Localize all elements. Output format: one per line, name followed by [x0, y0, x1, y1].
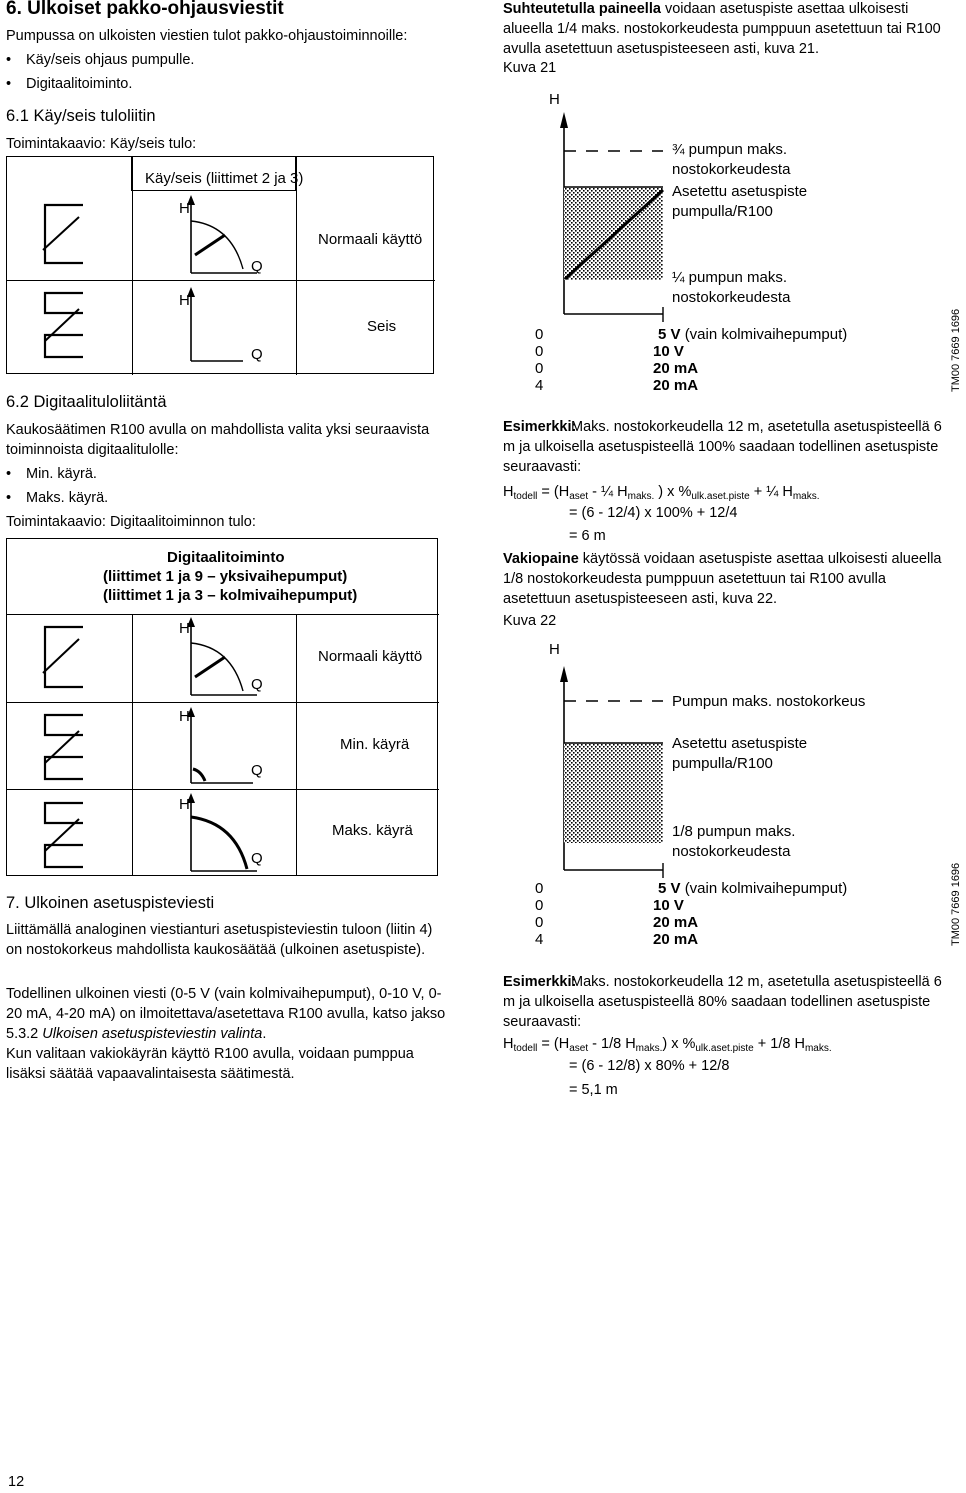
figure-22-caption: Kuva 22 — [503, 613, 557, 629]
example-21: Esimerkki: — [503, 419, 577, 435]
row-label-stop: Seis — [367, 318, 397, 335]
fig21-set-label: Asetettu asetuspiste — [672, 183, 808, 200]
table-header-line: (liittimet 1 ja 3 – kolmivaihepumput) — [103, 587, 358, 604]
para-7a: Liittämällä analoginen viestianturi asetuspisteviestin tuloon (liitin 4) on nostokorkeus mahdollista kaukosäätää (ulkoinen asetuspiste). — [6, 922, 433, 958]
bullet-item: • Käy/seis ohjaus pumpulle. — [6, 50, 194, 70]
bullet-item: • Min. käyrä. — [6, 464, 97, 484]
example-22: Esimerkki: — [503, 974, 577, 990]
heading-7: 7. Ulkoinen asetuspisteviesti — [6, 894, 215, 912]
digital-input-table: Digitaalitoiminto (liittimet 1 ja 9 – yksivaihepumput) (liittimet 1 ja 3 – kolmivaihepumput) Normaali käyttö Min. käyrä Maks. käyrä H Q H Q H Q — [6, 538, 438, 876]
switch-closed-icon — [43, 203, 85, 265]
fig22-graphic — [503, 634, 960, 954]
formula-22-line3: = 5,1 m — [569, 1082, 618, 1098]
table-header: Käy/seis (liittimet 2 ja 3) — [145, 170, 304, 187]
row-label-normal: Normaali käyttö — [318, 648, 423, 665]
table-header-line: Digitaalitoiminto — [167, 549, 285, 566]
fig22-upper-label: Pumpun maks. nostokorkeus — [672, 693, 866, 710]
formula-21-line3: = 6 m — [569, 528, 606, 544]
figure-21-caption: Kuva 21 — [503, 60, 557, 76]
fig21-lower-label: ¼ pumpun maks. — [672, 269, 788, 286]
heading-6-2: 6.2 Digitaalituloliitäntä — [6, 393, 167, 411]
right-intro: Suhteutetulla paineella voidaan asetuspiste asettaa ulkoisesti alueella 1/4 maks. nostokorkeudesta pumppuun asetettuun tai R100 avulla asetettuun asetuspisteeseen asti, kuva 21. — [503, 1, 941, 57]
para-7b: Todellinen ulkoinen viesti (0-5 V (vain kolmivaihepumput), 0-10 V, 0-20 mA, 4-20 mA) on ilmoitettava/asetettava R100 avulla, katso jakso 5.3.2 Ulkoisen asetuspisteviestin valinta. — [6, 986, 446, 1042]
para-6-2: Kaukosäätimen R100 avulla on mahdollista valita yksi seuraavista toiminnoista digitaalitulolle: — [6, 422, 430, 458]
formula-22-line2: = (6 - 12/8) x 80% + 12/8 — [569, 1058, 730, 1074]
start-stop-table: Käy/seis (liittimet 2 ja 3) Normaali käyttö Seis H Q H Q — [6, 156, 434, 374]
intro-6: Pumpussa on ulkoisten viestien tulot pakko-ohjaustoiminnoille: — [6, 28, 408, 44]
fig21-graphic — [503, 82, 960, 392]
heading-6: 6. Ulkoiset pakko-ohjausviestit — [6, 0, 284, 19]
row-label-max: Maks. käyrä — [332, 822, 413, 839]
switch-open-icon — [43, 291, 89, 361]
fig22-set-label: Asetettu asetuspiste — [672, 735, 808, 752]
table-header-line: (liittimet 1 ja 9 – yksivaihepumput) — [103, 568, 348, 585]
diagram-62-caption: Toimintakaavio: Digitaalitoiminnon tulo: — [6, 514, 256, 530]
para-7c: Kun valitaan vakiokäyrän käyttö R100 avulla, voidaan pumppua lisäksi säätää vapaavalintaisesta säätimestä. — [6, 1046, 414, 1082]
switch-open-icon — [43, 801, 89, 871]
bullet-item: • Digitaalitoiminto. — [6, 74, 132, 94]
switch-open-icon — [43, 713, 89, 783]
formula-22-line1: $H_{todell} = (H_{aset} - 1/8$ $H_{maks.}$) x $\%_{ulk.aset.piste} + 1/8$ $H_{maks.}$ — [503, 1036, 832, 1054]
page-number: 12 — [8, 1474, 25, 1490]
fig22-lower-label: 1/8 pumpun maks. — [672, 823, 796, 840]
formula-21-line2: = (6 - 12/4) x 100% + 12/4 — [569, 505, 738, 521]
switch-closed-icon — [43, 625, 85, 689]
figure-code: TM00 7669 1696 — [950, 308, 962, 392]
heading-6-1: 6.1 Käy/seis tuloliitin — [6, 107, 156, 125]
diagram-61-caption: Toimintakaavio: Käy/seis tulo: — [6, 136, 197, 152]
row-label-normal: Normaali käyttö — [318, 231, 423, 248]
right-intro-2: Vakiopaine käytössä voidaan asetuspiste asettaa ulkoisesti alueella 1/8 nostokorkeudesta pumppuun asetettuun tai R100 avulla asetettuun asetuspisteeseen asti, kuva 22. — [503, 551, 942, 607]
fig21-upper-label: ¾ pumpun maks. — [672, 141, 788, 158]
formula-21-line1: $H_{todell} = (H_{aset}$ - ¼ $H_{maks.}$ ) x $\%_{ulk.aset.piste}$ + ¼ $H_{maks.}$ — [503, 484, 820, 502]
figure-code: TM00 7669 1696 — [950, 862, 962, 946]
bullet-item: • Maks. käyrä. — [6, 488, 108, 508]
figure-21: H ¾ pumpun maks. nostokorkeudesta Asetettu asetuspiste pumpulla/R100 ¼ pumpun maks. nostokorkeudesta 0 0 0 4 5 V (vain kolmivaihepumput) 10 V 20 mA 20 mA — [503, 82, 960, 392]
figure-22: H Pumpun maks. nostokorkeus Asetettu asetuspiste pumpulla/R100 1/8 pumpun maks. nostokorkeudesta 0 0 0 4 5 V (vain kolmivaihepumput) 10 V 20 mA 20 mA — [503, 634, 960, 954]
row-label-min: Min. käyrä — [340, 736, 410, 753]
